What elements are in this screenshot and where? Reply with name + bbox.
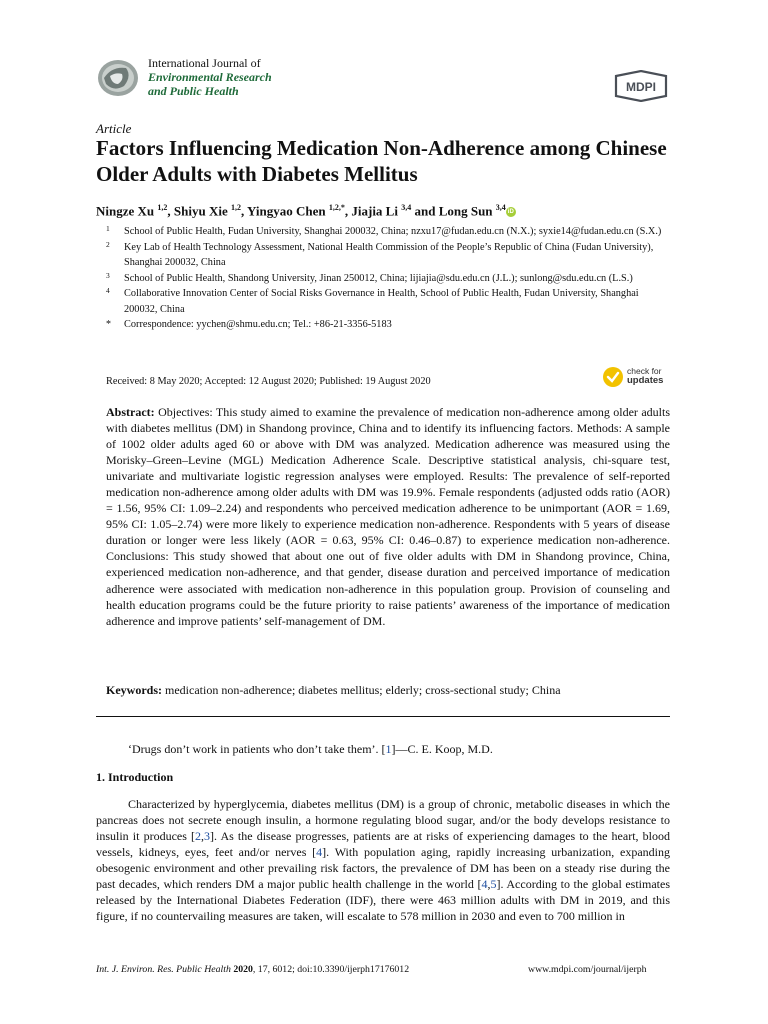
author-name: Long Sun [438, 203, 493, 219]
citation-link[interactable]: 5 [490, 877, 497, 892]
check-updates-icon [602, 366, 624, 388]
section-divider [96, 716, 670, 717]
journal-globe-icon [96, 58, 140, 98]
author-affil-sup: 3,4 [495, 203, 506, 212]
correspondence-marker: * [106, 319, 111, 330]
correspondence-text: Correspondence: yychen@shmu.edu.cn; Tel.: +86-21-3356-5183 [124, 319, 392, 330]
affiliation-item [106, 271, 666, 287]
footer-journal-abbrev: Int. J. Environ. Res. Public Health [96, 964, 231, 975]
affiliation-text: School of Public Health, Fudan University, Shanghai 200032, China; nzxu17@fudan.edu.cn (N.X.); syxie14@fudan.edu.cn (S.X.) [124, 226, 662, 237]
author-name: Jiajia Li [351, 203, 398, 219]
author-affil-sup: 1,2 [157, 203, 168, 212]
footer-volume-doi: , 17, 6012; doi:10.3390/ijerph17176012 [252, 964, 410, 975]
citation-link[interactable]: 4 [316, 845, 323, 860]
journal-name-line2: Environmental Research [148, 70, 272, 84]
keywords [106, 683, 670, 698]
affiliation-number: 3 [106, 270, 110, 280]
affiliation-item [106, 240, 666, 271]
abstract-text: Objectives: This study aimed to examine the prevalence of medication non-adherence among older adults with diabetes mellitus (DM) in Shandong province, China and to identify its influencing factors. Methods: A sample of 1002 older adults aged 60 or above with DM was analyzed. Medication adherence was measured using the Morisky–Green–Levine (MGL) Medication Adherence Scale. Descriptive statistical analysis, chi-square test, univariate and multivariate logistic regression analyses were employed. Results: The prevalence of self-reported medication non-adherence among older adults with DM was 19.9%. Female respondents (adjusted odds ratio (AOR) = 1.56, 95% CI: 1.09–2.24) and respondents who perceived medication adherence to be unimportant (AOR = 1.69, 95% CI: 1.05–2.74) were more likely to experience medication non-adherence. Respondents with 5 years of disease duration or longer were less likely (AOR = 0.63, 95% CI: 0.46–0.87) to experience medication non-adherence. Conclusions: This study showed that about one out of five older adults with DM in Shandong province, China, experienced medication non-adherence, and that gender, disease duration and perceived importance of medication adherence were associated with medication non-adherence in this population group. Provision of counseling and health education programs could be the future priority to raise patients’ awareness of the importance of medication adherence and improve patients’ self-management of DM. [106, 405, 670, 628]
author-name: Shiyu Xie [173, 203, 228, 219]
intro-text: ]. According to the global estimates released by the International Diabetes Federation (IDF), there were 463 million adults with DM in 2019, and this figure, if no countervailing measures are taken, will escalate to 578 million in 2030 and even to 700 million in [96, 877, 671, 924]
author-affil-sup: 1,2 [230, 203, 241, 212]
intro-text: Characterized by hyperglycemia, diabetes mellitus (DM) is a group of chronic, metabolic diseases in which the pancreas does not secrete enough insulin, a hormone regulating blood sugar, and/or the body develops resistance to insulin it produces [ [96, 797, 670, 844]
footer-year: 2020 [233, 964, 253, 975]
citation-link[interactable]: 4 [481, 877, 488, 892]
affiliation-text: Key Lab of Health Technology Assessment, National Health Commission of the People’s Republic of China (Fudan University), Shanghai 200032, China [124, 241, 654, 268]
author-separator: and [411, 203, 439, 219]
check-updates-line2: updates [627, 375, 664, 386]
article-type: Article [96, 121, 132, 136]
section-heading: 1. Introduction [96, 770, 174, 784]
check-for-updates-badge[interactable] [602, 366, 682, 390]
keywords-text: medication non-adherence; diabetes mellitus; elderly; cross-sectional study; China [162, 683, 561, 697]
affiliation-number: 2 [106, 239, 110, 249]
check-updates-label [627, 366, 663, 386]
affiliation-item [106, 224, 666, 240]
affiliation-text: School of Public Health, Shandong University, Jinan 250012, China; lijiajia@sdu.edu.cn (J.L.); sunlong@sdu.edu.cn (L.S.) [124, 272, 633, 284]
author-separator: , [167, 203, 174, 219]
affiliation-list [106, 224, 666, 333]
quote-text: ‘Drugs don’t work in patients who don’t take them’. [ [128, 742, 386, 756]
publisher-name: MDPI [626, 80, 656, 94]
intro-text: ]. With population aging, rapidly increasing urbanization, expanding obesogenic environment and other prevailing risk factors, the prevalence of DM has been on a steady rise during the past decades, which renders DM a major public health challenge in the world [ [96, 845, 671, 892]
orcid-icon[interactable]: iD [507, 209, 514, 216]
journal-name [148, 56, 272, 98]
affiliation-item [106, 286, 666, 317]
affiliation-text: Collaborative Innovation Center of Social Risks Governance in Health, School of Public Health, Fudan University, Shanghai 200032, China [124, 288, 639, 315]
author-affil-sup: 1,2,* [328, 203, 345, 212]
publication-dates: Received: 8 May 2020; Accepted: 12 August 2020; Published: 19 August 2020 [106, 376, 431, 387]
mdpi-logo [612, 70, 670, 102]
author-list [96, 203, 516, 219]
keywords-label: Keywords: [106, 683, 162, 697]
citation-link[interactable]: 1 [385, 742, 392, 756]
intro-text: ]. As the disease progresses, patients are at risks of experiencing damages to the heart, blood vessels, kidneys, eyes, feet and/or nerves [ [96, 829, 670, 860]
citation-link[interactable]: 3 [204, 829, 211, 844]
intro-paragraph [96, 796, 670, 924]
check-updates-line1: check for [627, 366, 662, 376]
author-separator: , [240, 203, 247, 219]
epigraph-quote [128, 742, 493, 757]
journal-name-line3: and Public Health [148, 84, 239, 98]
intro-text: , [201, 829, 205, 844]
article-title: Factors Influencing Medication Non-Adherence among Chinese Older Adults with Diabetes Mellitus [96, 136, 667, 186]
author-name: Ningze Xu [96, 203, 155, 219]
quote-attribution: ]—C. E. Koop, M.D. [391, 742, 493, 756]
citation-link[interactable]: 2 [195, 829, 202, 844]
abstract-label: Abstract: [106, 405, 155, 419]
affiliation-number: 4 [106, 286, 110, 295]
intro-text: , [487, 877, 491, 892]
correspondence-item [106, 317, 666, 333]
footer-citation [96, 964, 409, 975]
footer-url[interactable]: www.mdpi.com/journal/ijerph [528, 964, 647, 975]
author-affil-sup: 3,4 [401, 203, 412, 212]
affiliation-number: 1 [106, 224, 110, 233]
journal-name-line1: International Journal of [148, 56, 261, 70]
author-separator: , [344, 203, 352, 219]
abstract [106, 404, 670, 629]
author-name: Yingyao Chen [247, 203, 326, 219]
